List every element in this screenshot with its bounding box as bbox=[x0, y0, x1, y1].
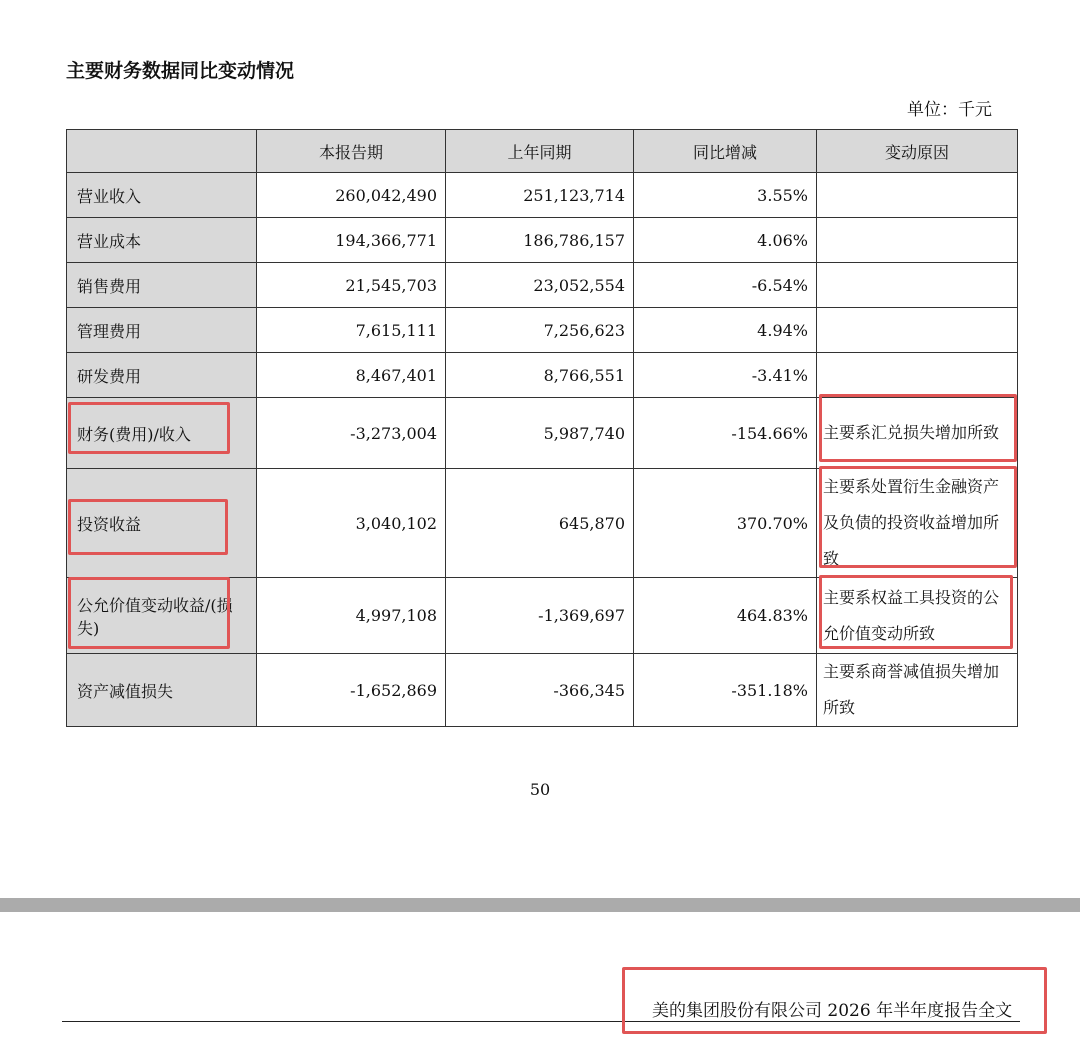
unit-label: 单位：千元 bbox=[907, 100, 992, 120]
yoy-change-value: 4.06% bbox=[634, 218, 817, 263]
table-header-row bbox=[67, 130, 1018, 173]
current-period-value: -3,273,004 bbox=[257, 398, 446, 469]
page-title: 主要财务数据同比变动情况 bbox=[66, 60, 295, 82]
row-item-label: 公允价值变动收益/(损失) bbox=[67, 578, 257, 654]
prior-period-value: 7,256,623 bbox=[446, 308, 634, 353]
row-item-label: 投资收益 bbox=[67, 469, 257, 578]
page-number: 50 bbox=[529, 780, 551, 799]
current-period-value: 7,615,111 bbox=[257, 308, 446, 353]
header-corner-cell bbox=[67, 130, 257, 173]
yoy-change-value: -6.54% bbox=[634, 263, 817, 308]
change-reason: 主要系处置衍生金融资产及负债的投资收益增加所致 bbox=[817, 469, 1018, 578]
change-reason: 主要系汇兑损失增加所致 bbox=[817, 398, 1018, 469]
prior-period-value: 8,766,551 bbox=[446, 353, 634, 398]
change-reason bbox=[817, 353, 1018, 398]
header-yoy-change: 同比增减 bbox=[634, 130, 817, 173]
header-change-reason: 变动原因 bbox=[817, 130, 1018, 173]
change-reason: 主要系商誉减值损失增加所致 bbox=[817, 654, 1018, 727]
row-item-label: 管理费用 bbox=[67, 308, 257, 353]
current-period-value: 260,042,490 bbox=[257, 173, 446, 218]
row-item-label: 营业成本 bbox=[67, 218, 257, 263]
yoy-change-value: 3.55% bbox=[634, 173, 817, 218]
yoy-change-value: -351.18% bbox=[634, 654, 817, 727]
table-row bbox=[67, 469, 1018, 578]
current-period-value: 21,545,703 bbox=[257, 263, 446, 308]
header-current-period: 本报告期 bbox=[257, 130, 446, 173]
prior-period-value: -366,345 bbox=[446, 654, 634, 727]
page-separator bbox=[0, 898, 1080, 912]
row-item-label: 营业收入 bbox=[67, 173, 257, 218]
prior-period-value: -1,369,697 bbox=[446, 578, 634, 654]
row-item-label: 销售费用 bbox=[67, 263, 257, 308]
current-period-value: -1,652,869 bbox=[257, 654, 446, 727]
table-row bbox=[67, 308, 1018, 353]
yoy-change-value: -154.66% bbox=[634, 398, 817, 469]
yoy-change-value: 4.94% bbox=[634, 308, 817, 353]
current-period-value: 4,997,108 bbox=[257, 578, 446, 654]
yoy-change-value: -3.41% bbox=[634, 353, 817, 398]
prior-period-value: 186,786,157 bbox=[446, 218, 634, 263]
footer-rule bbox=[62, 1021, 1020, 1022]
header-prior-period: 上年同期 bbox=[446, 130, 634, 173]
prior-period-value: 5,987,740 bbox=[446, 398, 634, 469]
change-reason bbox=[817, 263, 1018, 308]
current-period-value: 8,467,401 bbox=[257, 353, 446, 398]
change-reason bbox=[817, 308, 1018, 353]
table-row bbox=[67, 218, 1018, 263]
footer-report-title: 美的集团股份有限公司 2026 年半年度报告全文 bbox=[652, 1001, 1013, 1021]
table-row bbox=[67, 654, 1018, 727]
row-item-label: 财务(费用)/收入 bbox=[67, 398, 257, 469]
row-item-label: 资产减值损失 bbox=[67, 654, 257, 727]
change-reason bbox=[817, 173, 1018, 218]
table-row bbox=[67, 263, 1018, 308]
table-row bbox=[67, 353, 1018, 398]
current-period-value: 3,040,102 bbox=[257, 469, 446, 578]
current-period-value: 194,366,771 bbox=[257, 218, 446, 263]
change-reason: 主要系权益工具投资的公允价值变动所致 bbox=[817, 578, 1018, 654]
prior-period-value: 251,123,714 bbox=[446, 173, 634, 218]
yoy-change-value: 370.70% bbox=[634, 469, 817, 578]
prior-period-value: 23,052,554 bbox=[446, 263, 634, 308]
prior-period-value: 645,870 bbox=[446, 469, 634, 578]
financial-data-table bbox=[66, 129, 1018, 727]
table-row bbox=[67, 173, 1018, 218]
yoy-change-value: 464.83% bbox=[634, 578, 817, 654]
row-item-label: 研发费用 bbox=[67, 353, 257, 398]
change-reason bbox=[817, 218, 1018, 263]
table-row bbox=[67, 398, 1018, 469]
table-row bbox=[67, 578, 1018, 654]
